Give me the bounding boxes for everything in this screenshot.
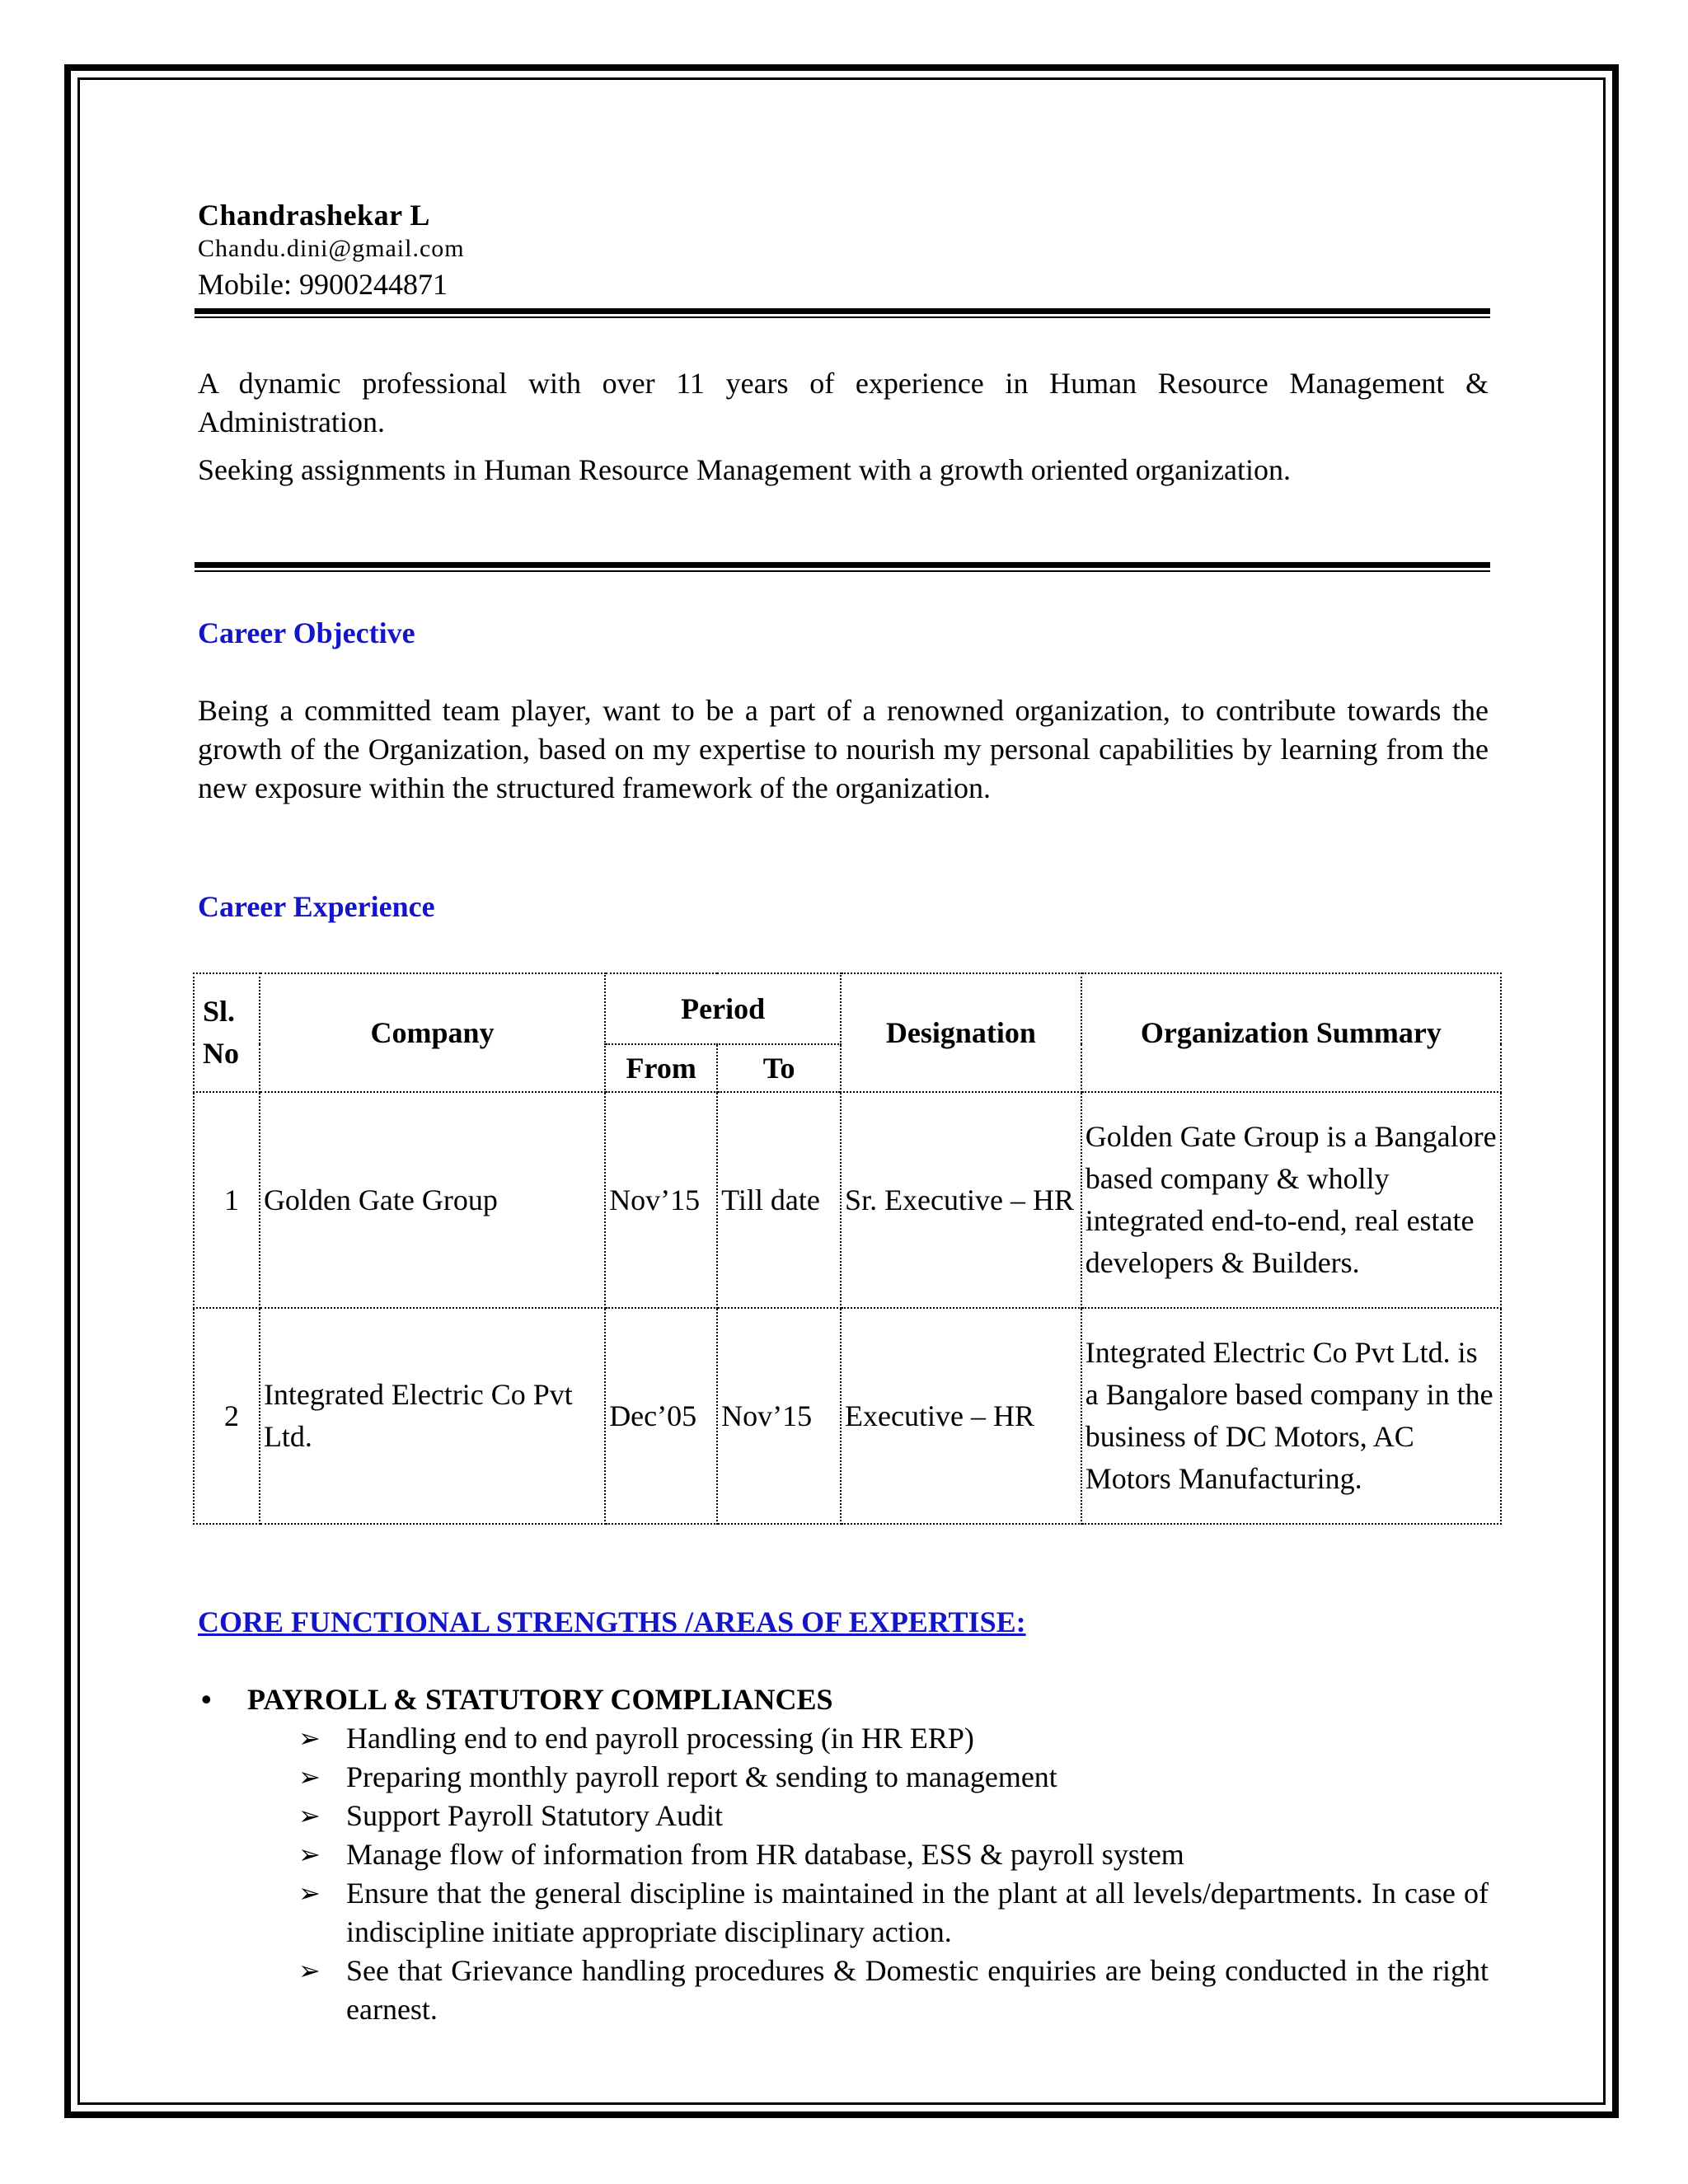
header-designation: Designation bbox=[841, 973, 1081, 1092]
header-from: From bbox=[605, 1044, 717, 1092]
row-company: Golden Gate Group bbox=[260, 1092, 605, 1308]
arrow-bullet-icon: ➢ bbox=[298, 1762, 321, 1792]
header-to: To bbox=[717, 1044, 841, 1092]
list-item bbox=[298, 1797, 1489, 1835]
header-sl-no: Sl. No bbox=[194, 973, 260, 1092]
strength-group-title: PAYROLL & STATUTORY COMPLIANCES bbox=[247, 1683, 833, 1716]
career-objective-section bbox=[198, 614, 1489, 808]
arrow-bullet-icon: ➢ bbox=[298, 1801, 321, 1830]
row-designation: Executive – HR bbox=[841, 1308, 1081, 1524]
strength-group bbox=[198, 1680, 1489, 1719]
header-company: Company bbox=[260, 973, 605, 1092]
header-organization-summary: Organization Summary bbox=[1081, 973, 1501, 1092]
row-company: Integrated Electric Co Pvt Ltd. bbox=[260, 1308, 605, 1524]
row-from: Dec’05 bbox=[605, 1308, 717, 1524]
table-row bbox=[194, 1308, 1501, 1524]
summary-line-1: A dynamic professional with over 11 years of experience in Human Resource Management & Administration. bbox=[198, 367, 1489, 438]
list-item bbox=[298, 1758, 1489, 1797]
strengths-heading-block bbox=[198, 1603, 1489, 1641]
strengths-list bbox=[198, 1680, 1489, 2029]
arrow-bullet-icon: ➢ bbox=[298, 1840, 321, 1869]
summary-block bbox=[198, 364, 1489, 490]
list-item bbox=[298, 1874, 1489, 1952]
list-item bbox=[298, 1835, 1489, 1874]
row-designation: Sr. Executive – HR bbox=[841, 1092, 1081, 1308]
bullet-icon: • bbox=[201, 1683, 212, 1716]
row-organization-summary: Golden Gate Group is a Bangalore based company & wholly integrated end-to-end, real estate developers & Builders. bbox=[1081, 1092, 1501, 1308]
strength-items bbox=[198, 1719, 1489, 2029]
candidate-name: Chandrashekar L bbox=[198, 199, 430, 232]
summary-divider bbox=[195, 562, 1490, 572]
list-item-text: Manage flow of information from HR database, ESS & payroll system bbox=[346, 1838, 1184, 1871]
career-experience-table bbox=[193, 972, 1502, 1525]
header-block bbox=[198, 196, 1489, 305]
summary-line-2: Seeking assignments in Human Resource Management with a growth oriented organization. bbox=[198, 453, 1292, 486]
list-item bbox=[298, 1719, 1489, 1758]
arrow-bullet-icon: ➢ bbox=[298, 1723, 321, 1753]
career-experience-section bbox=[198, 888, 1489, 926]
table-header-row bbox=[194, 973, 1501, 1044]
list-item-text: Preparing monthly payroll report & sending to management bbox=[346, 1760, 1057, 1793]
candidate-mobile: Mobile: 9900244871 bbox=[198, 268, 448, 301]
list-item-text: Ensure that the general discipline is maintained in the plant at all levels/departments. In case of indiscipline initiate appropriate disciplinary action. bbox=[346, 1877, 1489, 1948]
arrow-bullet-icon: ➢ bbox=[298, 1956, 321, 1985]
table-row bbox=[194, 1092, 1501, 1308]
arrow-bullet-icon: ➢ bbox=[298, 1878, 321, 1908]
list-item-text: Support Payroll Statutory Audit bbox=[346, 1799, 724, 1832]
row-to: Till date bbox=[717, 1092, 841, 1308]
list-item-text: Handling end to end payroll processing (in HR ERP) bbox=[346, 1722, 974, 1755]
career-objective-heading: Career Objective bbox=[198, 616, 415, 649]
row-to: Nov’15 bbox=[717, 1308, 841, 1524]
row-sl-no: 2 bbox=[194, 1308, 260, 1524]
row-sl-no: 1 bbox=[194, 1092, 260, 1308]
row-from: Nov’15 bbox=[605, 1092, 717, 1308]
row-organization-summary: Integrated Electric Co Pvt Ltd. is a Bangalore based company in the business of DC Motors, AC Motors Manufacturing. bbox=[1081, 1308, 1501, 1524]
list-item-text: See that Grievance handling procedures & Domestic enquiries are being conducted in the right earnest. bbox=[346, 1954, 1489, 2026]
strengths-heading: CORE FUNCTIONAL STRENGTHS /AREAS OF EXPERTISE: bbox=[198, 1605, 1026, 1638]
header-period: Period bbox=[605, 973, 841, 1044]
header-divider bbox=[195, 308, 1490, 318]
career-experience-heading: Career Experience bbox=[198, 890, 435, 923]
career-objective-text: Being a committed team player, want to be a part of a renowned organization, to contribute towards the growth of the Organization, based on my expertise to nourish my personal capabilities by learning from the new exposure within the structured framework of the organization. bbox=[198, 694, 1489, 804]
candidate-email: Chandu.dini@gmail.com bbox=[198, 235, 465, 262]
list-item bbox=[298, 1952, 1489, 2029]
